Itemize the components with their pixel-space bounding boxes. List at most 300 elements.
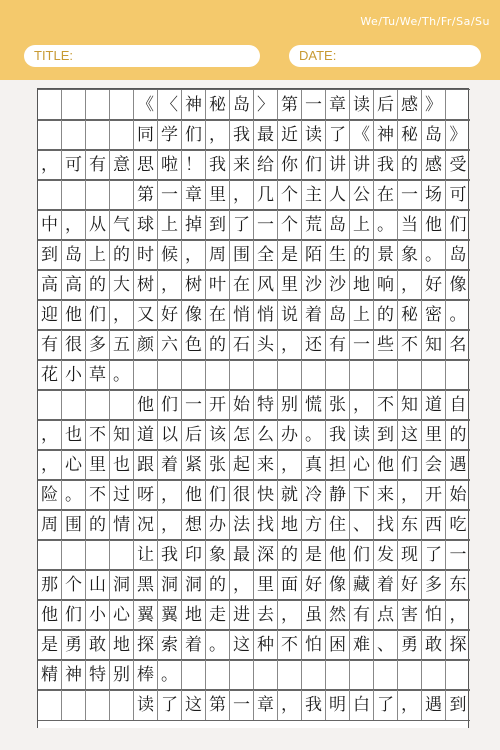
grid-cell: 公	[350, 180, 374, 210]
grid-cell: ，	[398, 690, 422, 720]
grid-cell: 别	[278, 390, 302, 420]
grid-cell: 高	[38, 270, 62, 300]
grid-cell: 你	[278, 150, 302, 180]
grid-cell: 不	[278, 630, 302, 660]
grid-cell	[398, 660, 422, 690]
grid-cell: 敢	[86, 630, 110, 660]
grid-cell	[374, 660, 398, 690]
grid-cell	[86, 540, 110, 570]
grid-cell: 走	[206, 600, 230, 630]
grid-cell: 们	[86, 300, 110, 330]
grid-cell: 的	[86, 270, 110, 300]
grid-cell	[182, 360, 206, 390]
grid-cell: 了	[230, 210, 254, 240]
grid-cell: 住	[326, 510, 350, 540]
grid-cell: 感	[422, 150, 446, 180]
grid-cell	[182, 660, 206, 690]
grid-cell: 树	[134, 270, 158, 300]
grid-cell: 着	[182, 630, 206, 660]
grid-cell: 一	[182, 390, 206, 420]
grid-cell: 思	[134, 150, 158, 180]
grid-cell: 学	[158, 120, 182, 150]
grid-cell: 找	[254, 510, 278, 540]
grid-cell: 一	[230, 690, 254, 720]
grid-cell: 象	[398, 240, 422, 270]
grid-row	[38, 149, 470, 181]
grid-cell: 们	[398, 450, 422, 480]
grid-cell: 以	[158, 420, 182, 450]
grid-cell: 章	[182, 180, 206, 210]
grid-cell: 们	[350, 540, 374, 570]
weekday-selector: We/Tu/We/Th/Fr/Sa/Su	[360, 15, 490, 28]
grid-cell: 静	[326, 480, 350, 510]
grid-cell: 地	[182, 600, 206, 630]
grid-cell: 险	[38, 480, 62, 510]
title-field[interactable]: TITLE:	[24, 45, 260, 67]
grid-cell	[86, 690, 110, 720]
grid-cell: ，	[38, 450, 62, 480]
grid-cell: 。	[110, 360, 134, 390]
grid-cell: 当	[398, 210, 422, 240]
grid-cell: 知	[110, 420, 134, 450]
grid-cell: 个	[62, 570, 86, 600]
grid-cell: 近	[278, 120, 302, 150]
grid-cell: 这	[398, 420, 422, 450]
grid-cell: 发	[374, 540, 398, 570]
grid-cell: 地	[350, 270, 374, 300]
grid-cell: 想	[182, 510, 206, 540]
grid-cell: 洞	[182, 570, 206, 600]
grid-cell: 是	[278, 240, 302, 270]
grid-row	[38, 89, 470, 121]
grid-cell	[134, 360, 158, 390]
grid-cell: ，	[230, 570, 254, 600]
grid-cell: ！	[182, 150, 206, 180]
grid-cell: 一	[302, 90, 326, 120]
grid-cell	[302, 360, 326, 390]
grid-cell: 受	[449, 155, 467, 175]
grid-cell: 又	[134, 300, 158, 330]
grid-cell: 。	[302, 420, 326, 450]
grid-cell: 地	[278, 510, 302, 540]
grid-cell: 《	[134, 90, 158, 120]
grid-cell: 起	[230, 450, 254, 480]
grid-cell	[110, 540, 134, 570]
grid-cell: 着	[302, 300, 326, 330]
grid-cell: 紧	[182, 450, 206, 480]
grid-cell: 有	[326, 330, 350, 360]
grid-cell: 啦	[158, 150, 182, 180]
grid-cell: 就	[278, 480, 302, 510]
grid-cell: 头	[254, 330, 278, 360]
grid-cell: 响	[374, 270, 398, 300]
grid-row	[38, 359, 470, 391]
grid-cell: 周	[38, 510, 62, 540]
grid-cell: 意	[110, 150, 134, 180]
grid-cell: 况	[134, 510, 158, 540]
grid-cell: 遇	[449, 455, 467, 475]
grid-cell: 印	[182, 540, 206, 570]
grid-cell: 然	[326, 600, 350, 630]
grid-cell: 一	[158, 180, 182, 210]
grid-cell: 遇	[422, 690, 446, 720]
grid-row	[38, 629, 470, 661]
date-field[interactable]: DATE:	[289, 45, 481, 67]
grid-cell: 虽	[302, 600, 326, 630]
grid-cell: 可	[62, 150, 86, 180]
grid-cell: 读	[302, 120, 326, 150]
grid-cell: 石	[230, 330, 254, 360]
grid-cell: 个	[278, 210, 302, 240]
grid-cell: 去	[254, 600, 278, 630]
grid-cell: 感	[398, 90, 422, 120]
grid-row	[38, 389, 470, 421]
grid-row	[38, 419, 470, 451]
grid-cell: 我	[206, 150, 230, 180]
grid-cell: 们	[302, 150, 326, 180]
grid-row	[38, 299, 470, 331]
grid-cell: 怕	[422, 600, 446, 630]
grid-cell	[62, 390, 86, 420]
grid-cell: 的	[374, 300, 398, 330]
grid-cell: 岛	[422, 120, 446, 150]
grid-cell: 我	[158, 540, 182, 570]
grid-cell: 那	[38, 570, 62, 600]
grid-cell: 么	[254, 420, 278, 450]
grid-cell	[350, 660, 374, 690]
grid-cell: ，	[449, 605, 467, 625]
grid-cell: 们	[158, 390, 182, 420]
grid-cell: 勇	[398, 630, 422, 660]
grid-cell: 很	[230, 480, 254, 510]
grid-cell: 的	[350, 240, 374, 270]
grid-cell: 我	[374, 150, 398, 180]
grid-cell: 景	[374, 240, 398, 270]
grid-cell: 象	[206, 540, 230, 570]
grid-cell: 场	[422, 180, 446, 210]
grid-cell: 沙	[302, 270, 326, 300]
grid-cell: 不	[374, 390, 398, 420]
grid-cell: ，	[230, 180, 254, 210]
grid-cell: 找	[374, 510, 398, 540]
grid-cell: 上	[350, 210, 374, 240]
grid-cell: 有	[38, 330, 62, 360]
grid-cell: 我	[326, 420, 350, 450]
grid-cell	[278, 360, 302, 390]
grid-cell: 有	[350, 600, 374, 630]
grid-cell: 名	[449, 335, 467, 355]
grid-cell: 到	[374, 420, 398, 450]
grid-cell: ，	[350, 390, 374, 420]
grid-cell	[350, 360, 374, 390]
grid-cell: 颜	[134, 330, 158, 360]
grid-cell: ，	[278, 690, 302, 720]
grid-cell: 白	[350, 690, 374, 720]
grid-cell: 上	[86, 240, 110, 270]
grid-cell: ，	[398, 480, 422, 510]
grid-cell: 小	[62, 360, 86, 390]
grid-cell: 来	[374, 480, 398, 510]
grid-row	[38, 329, 470, 361]
grid-cell: 同	[134, 120, 158, 150]
grid-cell: 翼	[158, 600, 182, 630]
grid-cell: 他	[182, 480, 206, 510]
grid-cell: 讲	[350, 150, 374, 180]
grid-cell: 后	[374, 90, 398, 120]
grid-cell: 来	[230, 150, 254, 180]
grid-cell: 洞	[158, 570, 182, 600]
grid-cell: 迎	[38, 300, 62, 330]
grid-cell	[230, 660, 254, 690]
grid-cell: 里	[254, 570, 278, 600]
grid-cell: 的	[206, 570, 230, 600]
grid-cell: 神	[182, 90, 206, 120]
grid-cell: 敢	[422, 630, 446, 660]
grid-cell: 黑	[134, 570, 158, 600]
grid-cell: 这	[230, 630, 254, 660]
grid-cell	[422, 660, 446, 690]
grid-cell: 的	[278, 540, 302, 570]
grid-cell	[110, 90, 134, 120]
grid-cell: 》	[449, 125, 467, 145]
grid-cell: 好	[398, 570, 422, 600]
grid-cell: 的	[206, 330, 230, 360]
manuscript-grid-paper	[37, 88, 469, 728]
grid-cell	[62, 540, 86, 570]
grid-cell	[38, 540, 62, 570]
grid-cell	[86, 90, 110, 120]
grid-cell: 好	[302, 570, 326, 600]
grid-cell	[86, 180, 110, 210]
grid-cell: 多	[422, 570, 446, 600]
grid-cell: 些	[374, 330, 398, 360]
grid-cell: 也	[110, 450, 134, 480]
grid-cell: 开	[206, 390, 230, 420]
grid-cell: 特	[254, 390, 278, 420]
grid-cell: 像	[449, 275, 467, 295]
grid-cell: 一	[254, 210, 278, 240]
grid-cell: ，	[110, 300, 134, 330]
grid-cell: 张	[326, 390, 350, 420]
grid-cell: 种	[254, 630, 278, 660]
grid-cell	[62, 180, 86, 210]
grid-row	[38, 479, 470, 511]
grid-cell	[278, 660, 302, 690]
grid-cell	[326, 660, 350, 690]
grid-cell: 到	[206, 210, 230, 240]
grid-row	[38, 659, 470, 691]
grid-cell: 他	[326, 540, 350, 570]
grid-cell: 气	[110, 210, 134, 240]
grid-row	[38, 209, 470, 241]
grid-cell: 心	[62, 450, 86, 480]
grid-cell: 〉	[254, 90, 278, 120]
grid-cell: 一	[350, 330, 374, 360]
grid-cell: 们	[206, 480, 230, 510]
grid-cell: 。	[449, 305, 467, 325]
grid-cell: 岛	[449, 245, 467, 265]
grid-cell: 悄	[230, 300, 254, 330]
grid-cell: 后	[182, 420, 206, 450]
grid-cell: 神	[62, 660, 86, 690]
grid-cell: 特	[86, 660, 110, 690]
grid-cell: 了	[158, 690, 182, 720]
grid-cell	[62, 690, 86, 720]
grid-cell: 好	[158, 300, 182, 330]
grid-cell: 在	[206, 300, 230, 330]
grid-cell: 读	[350, 90, 374, 120]
grid-cell: 岛	[326, 300, 350, 330]
grid-cell: 章	[326, 90, 350, 120]
grid-cell: 陌	[302, 240, 326, 270]
grid-cell: 到	[449, 695, 467, 715]
grid-cell: ，	[206, 120, 230, 150]
grid-cell: 高	[62, 270, 86, 300]
grid-cell	[446, 90, 470, 120]
grid-cell	[62, 120, 86, 150]
grid-cell: ，	[62, 210, 86, 240]
grid-cell: 知	[422, 330, 446, 360]
grid-cell: 办	[278, 420, 302, 450]
grid-cell: 冷	[302, 480, 326, 510]
grid-cell: 是	[38, 630, 62, 660]
grid-cell: 。	[62, 480, 86, 510]
grid-cell: 他	[422, 210, 446, 240]
grid-cell: 树	[182, 270, 206, 300]
grid-cell: 们	[182, 120, 206, 150]
grid-cell: 》	[422, 90, 446, 120]
grid-cell: 人	[326, 180, 350, 210]
grid-cell: ，	[38, 420, 62, 450]
grid-cell	[206, 360, 230, 390]
grid-cell: 。	[422, 240, 446, 270]
grid-cell: 秘	[206, 90, 230, 120]
grid-cell: 的	[398, 150, 422, 180]
grid-cell: ，	[158, 510, 182, 540]
grid-cell: 西	[422, 510, 446, 540]
grid-cell	[38, 120, 62, 150]
grid-cell: 岛	[230, 90, 254, 120]
grid-cell: 一	[398, 180, 422, 210]
grid-row	[38, 569, 470, 601]
grid-cell: 给	[254, 150, 278, 180]
grid-cell: 会	[422, 450, 446, 480]
grid-cell: 真	[302, 450, 326, 480]
grid-cell	[86, 390, 110, 420]
grid-cell: 全	[254, 240, 278, 270]
grid-cell: 草	[86, 360, 110, 390]
grid-cell: 《	[350, 120, 374, 150]
grid-cell: 多	[86, 330, 110, 360]
grid-cell	[62, 90, 86, 120]
grid-cell: 在	[230, 270, 254, 300]
grid-cell: ，	[278, 330, 302, 360]
grid-cell: 不	[86, 480, 110, 510]
grid-cell: 精	[38, 660, 62, 690]
grid-cell: 还	[302, 330, 326, 360]
grid-cell: 说	[278, 300, 302, 330]
grid-cell: 进	[230, 600, 254, 630]
grid-cell: 过	[110, 480, 134, 510]
grid-cell: 围	[62, 510, 86, 540]
grid-cell: 现	[398, 540, 422, 570]
grid-cell	[38, 90, 62, 120]
grid-cell: 着	[158, 450, 182, 480]
grid-cell: 们	[62, 600, 86, 630]
grid-row	[38, 449, 470, 481]
grid-cell: 自	[449, 395, 467, 415]
grid-cell: 密	[422, 300, 446, 330]
grid-cell: 秘	[398, 120, 422, 150]
grid-cell: 探	[449, 635, 467, 655]
grid-cell: 开	[422, 480, 446, 510]
grid-cell: 读	[350, 420, 374, 450]
grid-cell: 来	[254, 450, 278, 480]
grid-cell: 深	[254, 540, 278, 570]
grid-cell: 可	[449, 185, 467, 205]
grid-cell: 时	[134, 240, 158, 270]
grid-cell: 五	[110, 330, 134, 360]
grid-cell: 心	[110, 600, 134, 630]
grid-cell: 我	[302, 690, 326, 720]
grid-cell	[38, 180, 62, 210]
grid-cell: 怎	[230, 420, 254, 450]
grid-cell: 我	[230, 120, 254, 150]
grid-cell: 他	[134, 390, 158, 420]
grid-row	[38, 269, 470, 301]
grid-cell: 、	[374, 630, 398, 660]
grid-cell: ，	[398, 270, 422, 300]
grid-cell: 六	[158, 330, 182, 360]
grid-cell	[38, 390, 62, 420]
grid-cell: 有	[86, 150, 110, 180]
grid-cell: ，	[38, 150, 62, 180]
grid-cell: 着	[374, 570, 398, 600]
grid-cell: 担	[326, 450, 350, 480]
grid-cell: 翼	[134, 600, 158, 630]
grid-cell: 里	[86, 450, 110, 480]
grid-row	[38, 689, 470, 721]
grid-cell: 〈	[158, 90, 182, 120]
grid-cell: 困	[326, 630, 350, 660]
grid-cell: 张	[206, 450, 230, 480]
grid-cell	[326, 360, 350, 390]
grid-cell: 知	[398, 390, 422, 420]
grid-cell: 也	[62, 420, 86, 450]
grid-cell: 花	[38, 360, 62, 390]
grid-cell: ，	[278, 600, 302, 630]
grid-cell: 主	[302, 180, 326, 210]
grid-cell: 是	[302, 540, 326, 570]
grid-cell	[110, 390, 134, 420]
grid-cell: 不	[86, 420, 110, 450]
grid-cell	[302, 660, 326, 690]
grid-cell: 心	[350, 450, 374, 480]
header-banner	[0, 0, 500, 80]
grid-cell: 生	[326, 240, 350, 270]
grid-cell: 神	[374, 120, 398, 150]
grid-cell: 了	[374, 690, 398, 720]
grid-cell: 怕	[302, 630, 326, 660]
grid-cell: 讲	[326, 150, 350, 180]
grid-cell: 章	[254, 690, 278, 720]
grid-cell	[206, 660, 230, 690]
grid-cell: 最	[254, 120, 278, 150]
grid-cell: 情	[110, 510, 134, 540]
grid-cell: 第	[278, 90, 302, 120]
grid-cell	[422, 360, 446, 390]
grid-cell: 面	[278, 570, 302, 600]
